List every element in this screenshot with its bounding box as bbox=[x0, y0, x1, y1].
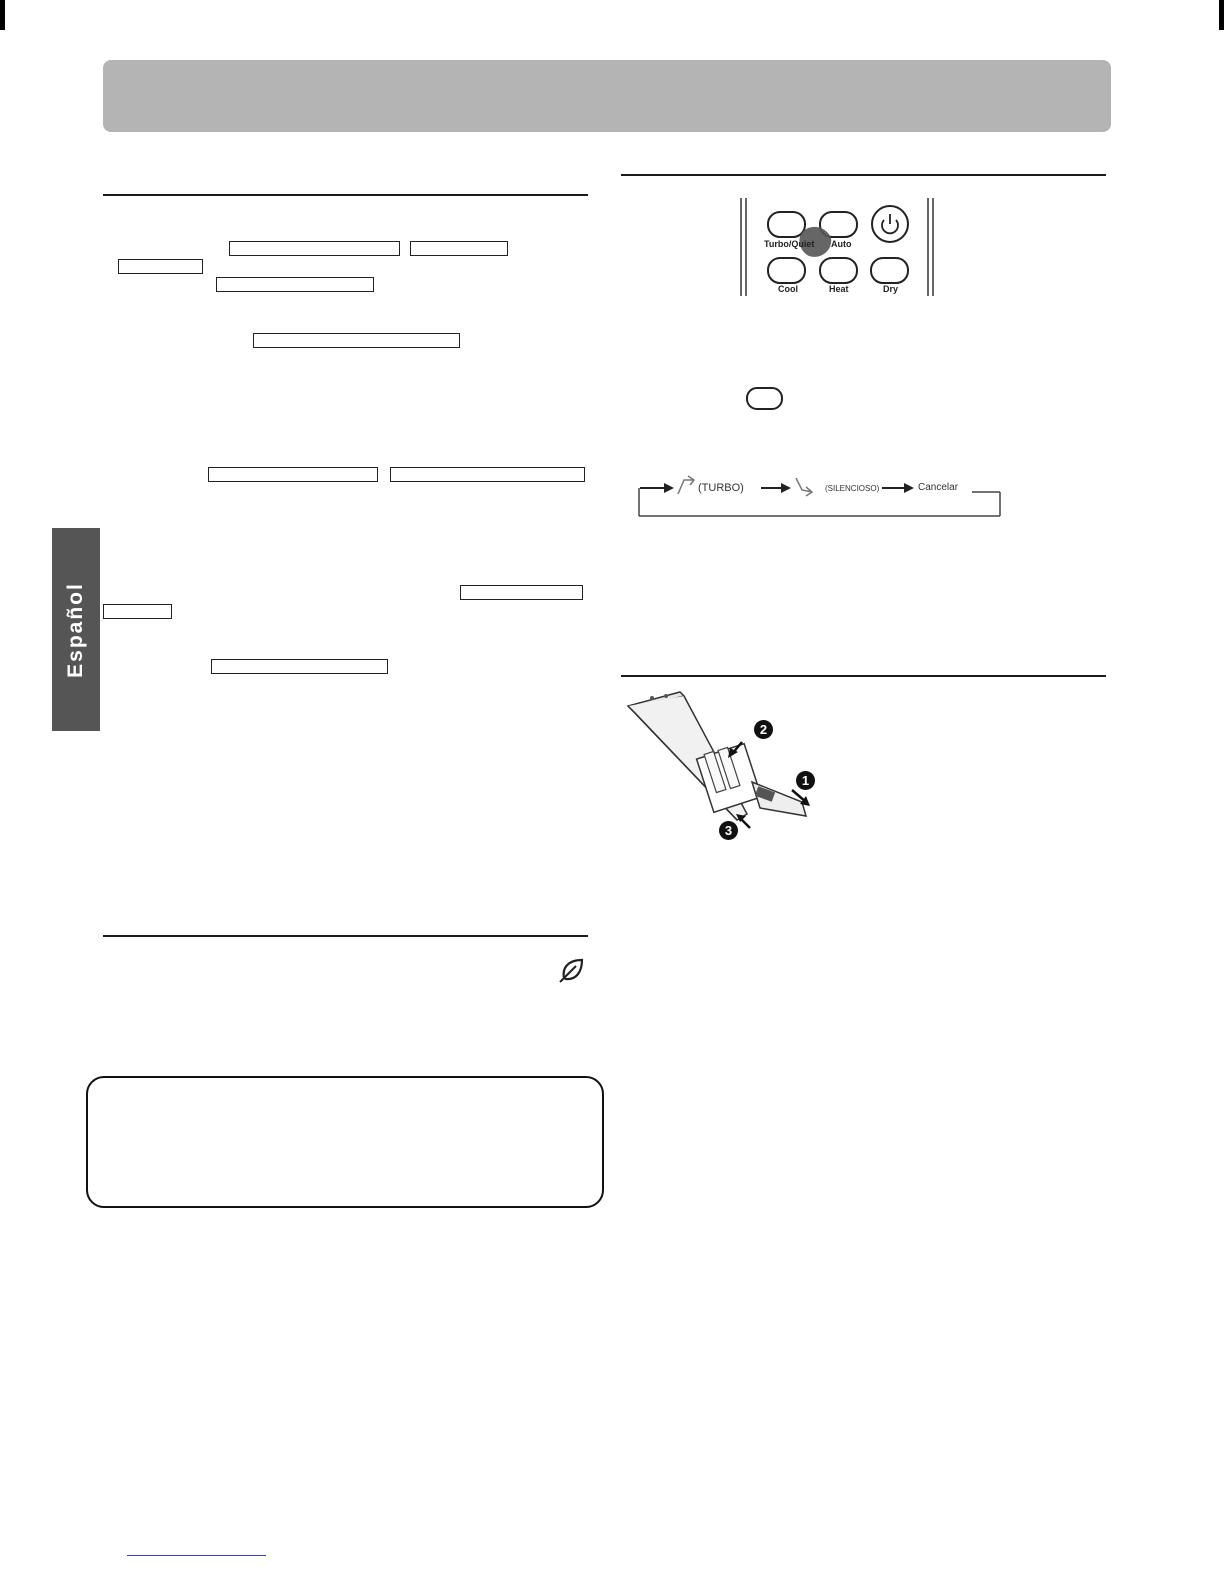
note-box bbox=[86, 1076, 604, 1208]
step-badge-2: 2 bbox=[754, 720, 773, 739]
mode-sequence-diagram bbox=[636, 470, 1006, 520]
section-rule-right-1 bbox=[621, 174, 1106, 176]
button-label-turbo-quiet: Turbo/Quiet bbox=[764, 239, 815, 249]
sequence-step-turbo: (TURBO) bbox=[698, 482, 744, 494]
redacted-field bbox=[216, 277, 374, 292]
language-tab bbox=[52, 528, 100, 731]
redacted-field bbox=[208, 467, 378, 482]
section-rule-right-2 bbox=[621, 675, 1106, 677]
sequence-step-silencioso: (SILENCIOSO) bbox=[825, 484, 880, 493]
section-rule-left-1 bbox=[103, 194, 588, 196]
crop-mark-top-right bbox=[1219, 0, 1224, 30]
leaf-icon bbox=[556, 954, 588, 986]
redacted-field bbox=[229, 241, 400, 256]
button-label-dry: Dry bbox=[883, 284, 899, 294]
button-icon bbox=[746, 387, 783, 410]
button-label-cool: Cool bbox=[778, 284, 798, 294]
sequence-step-cancelar: Cancelar bbox=[918, 482, 959, 493]
redacted-field bbox=[211, 659, 388, 674]
button-label-auto: Auto bbox=[831, 239, 852, 249]
redacted-field bbox=[460, 585, 583, 600]
step-badge-3: 3 bbox=[719, 821, 738, 840]
header-bar bbox=[103, 60, 1111, 132]
language-tab-label: Español bbox=[64, 581, 87, 678]
redacted-field bbox=[103, 604, 172, 619]
section-rule-left-2 bbox=[103, 935, 588, 937]
crop-mark-top-left bbox=[0, 0, 5, 30]
button-label-heat: Heat bbox=[829, 284, 849, 294]
footer-link-underline[interactable] bbox=[127, 1555, 266, 1556]
redacted-field bbox=[410, 241, 508, 256]
redacted-field bbox=[253, 333, 460, 348]
redacted-field bbox=[118, 259, 203, 274]
step-badge-1: 1 bbox=[796, 771, 815, 790]
redacted-field bbox=[390, 467, 585, 482]
